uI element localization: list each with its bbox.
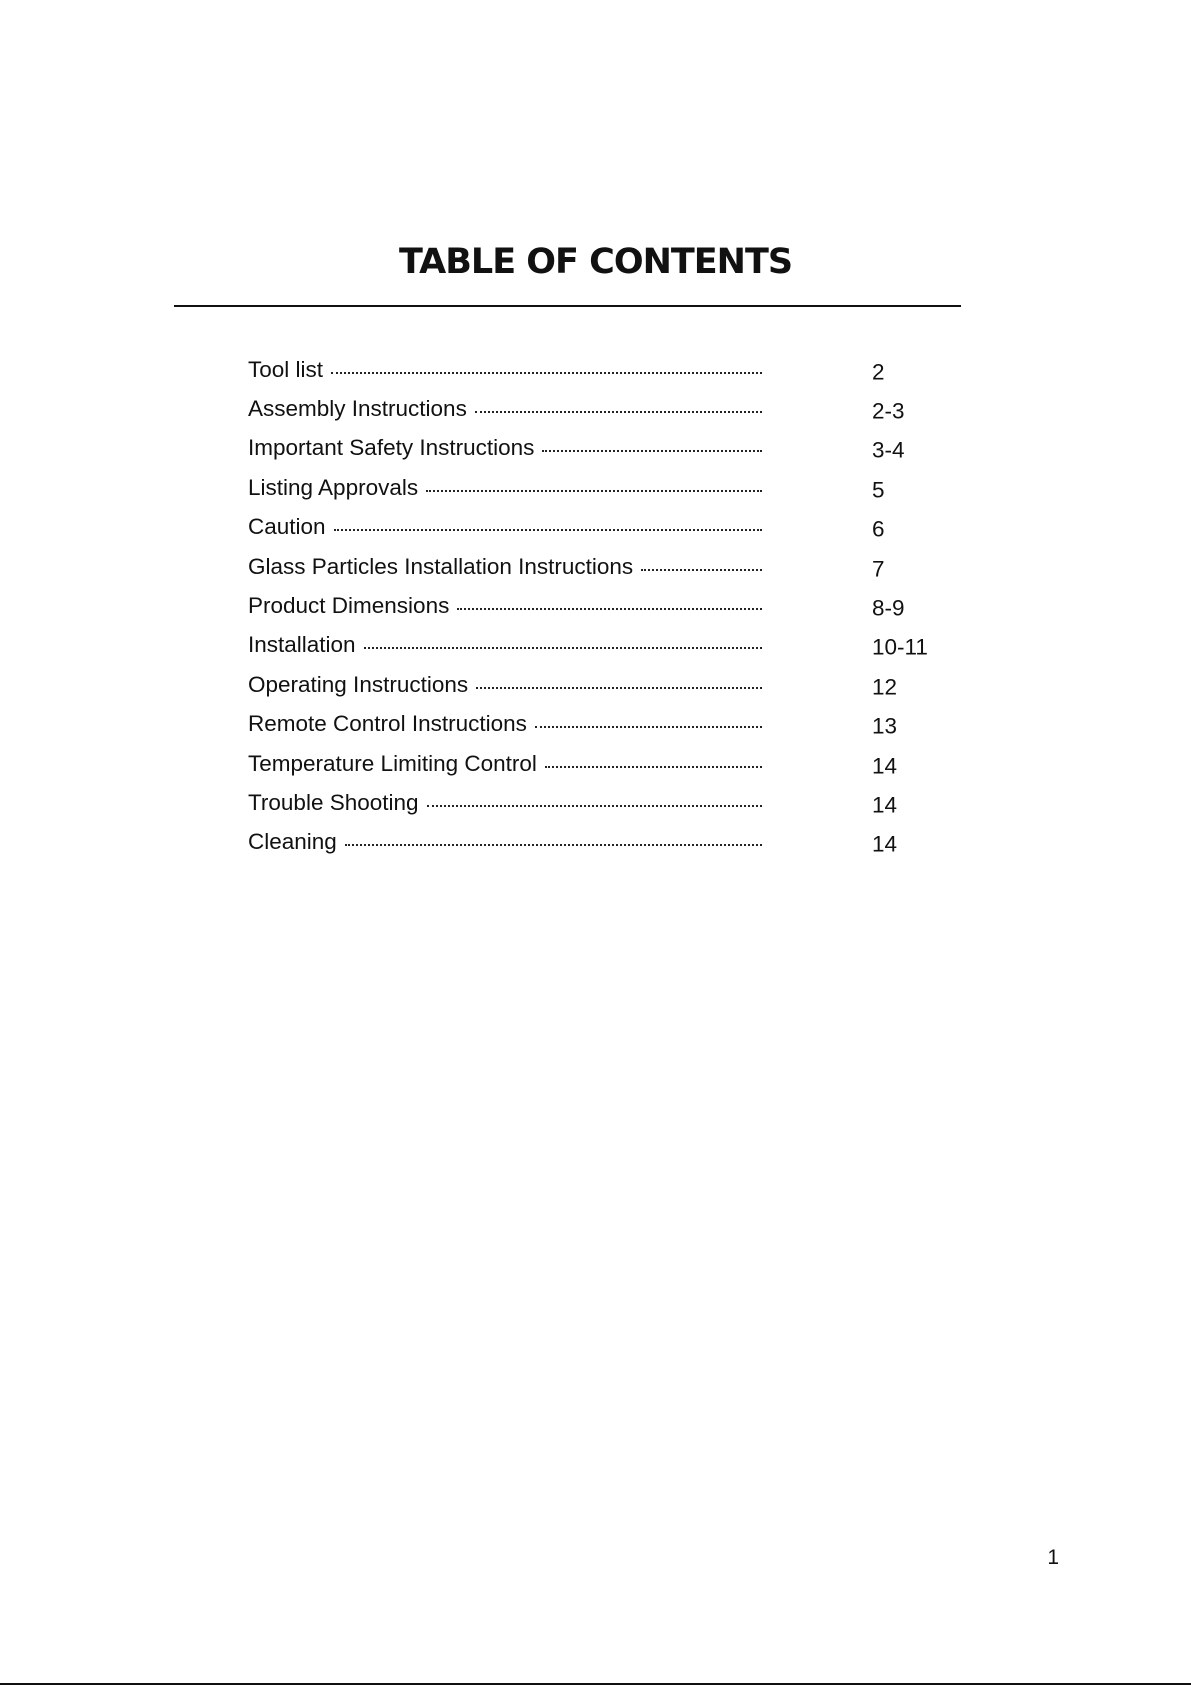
toc-entry [248,508,948,547]
toc-entry-label: Cleaning [248,829,337,855]
toc-entry-label: Caution [248,514,326,540]
toc-dot-leader [476,687,762,689]
toc-entry-page: 14 [872,753,898,779]
toc-dot-leader [545,766,762,768]
toc-entry-page: 2 [872,359,885,385]
toc-entry-label: Trouble Shooting [248,789,419,815]
toc-entry [248,783,948,822]
toc-dot-leader [535,726,762,728]
toc-dot-leader [334,529,762,531]
toc-entry-label: Remote Control Instructions [248,711,527,737]
toc-dot-leader [475,411,762,413]
toc-entry-label: Installation [248,632,356,658]
toc-list [248,350,948,862]
toc-entry [248,586,948,625]
toc-dot-leader [364,647,762,649]
page-title: TABLE OF CONTENTS [398,242,793,282]
toc-entry-label: Tool list [248,356,324,382]
toc-entry [248,705,948,744]
toc-entry-page: 8-9 [872,595,905,621]
toc-entry-label: Listing Approvals [248,474,419,500]
title-divider [174,305,961,307]
toc-entry [248,744,948,783]
toc-entry-label: Product Dimensions [248,593,450,619]
toc-entry-page: 5 [872,477,885,503]
toc-entry-page: 12 [872,674,898,700]
toc-dot-leader [331,372,762,374]
toc-entry-page: 13 [872,713,898,739]
toc-dot-leader [641,569,762,571]
toc-entry-label: Assembly Instructions [248,396,467,422]
toc-dot-leader [427,805,762,807]
toc-entry [248,547,948,586]
toc-entry [248,468,948,507]
toc-entry [248,665,948,704]
toc-dot-leader [345,844,762,846]
toc-dot-leader [426,490,762,492]
toc-entry-page: 14 [872,831,898,857]
toc-entry-page: 7 [872,556,885,582]
toc-entry-page: 3-4 [872,438,905,464]
toc-entry [248,429,948,468]
toc-entry-page: 6 [872,516,885,542]
toc-entry [248,823,948,862]
toc-entry-label: Temperature Limiting Control [248,750,537,776]
toc-entry-page: 14 [872,792,898,818]
toc-entry [248,389,948,428]
toc-entry-page: 10-11 [872,635,928,661]
toc-entry-label: Important Safety Instructions [248,435,535,461]
toc-entry-page: 2-3 [872,398,905,424]
toc-entry [248,626,948,665]
toc-dot-leader [457,608,762,610]
toc-entry [248,350,948,389]
toc-entry-label: Glass Particles Installation Instructions [248,553,634,579]
page-number: 1 [1047,1546,1059,1569]
toc-entry-label: Operating Instructions [248,671,469,697]
toc-dot-leader [542,450,762,452]
